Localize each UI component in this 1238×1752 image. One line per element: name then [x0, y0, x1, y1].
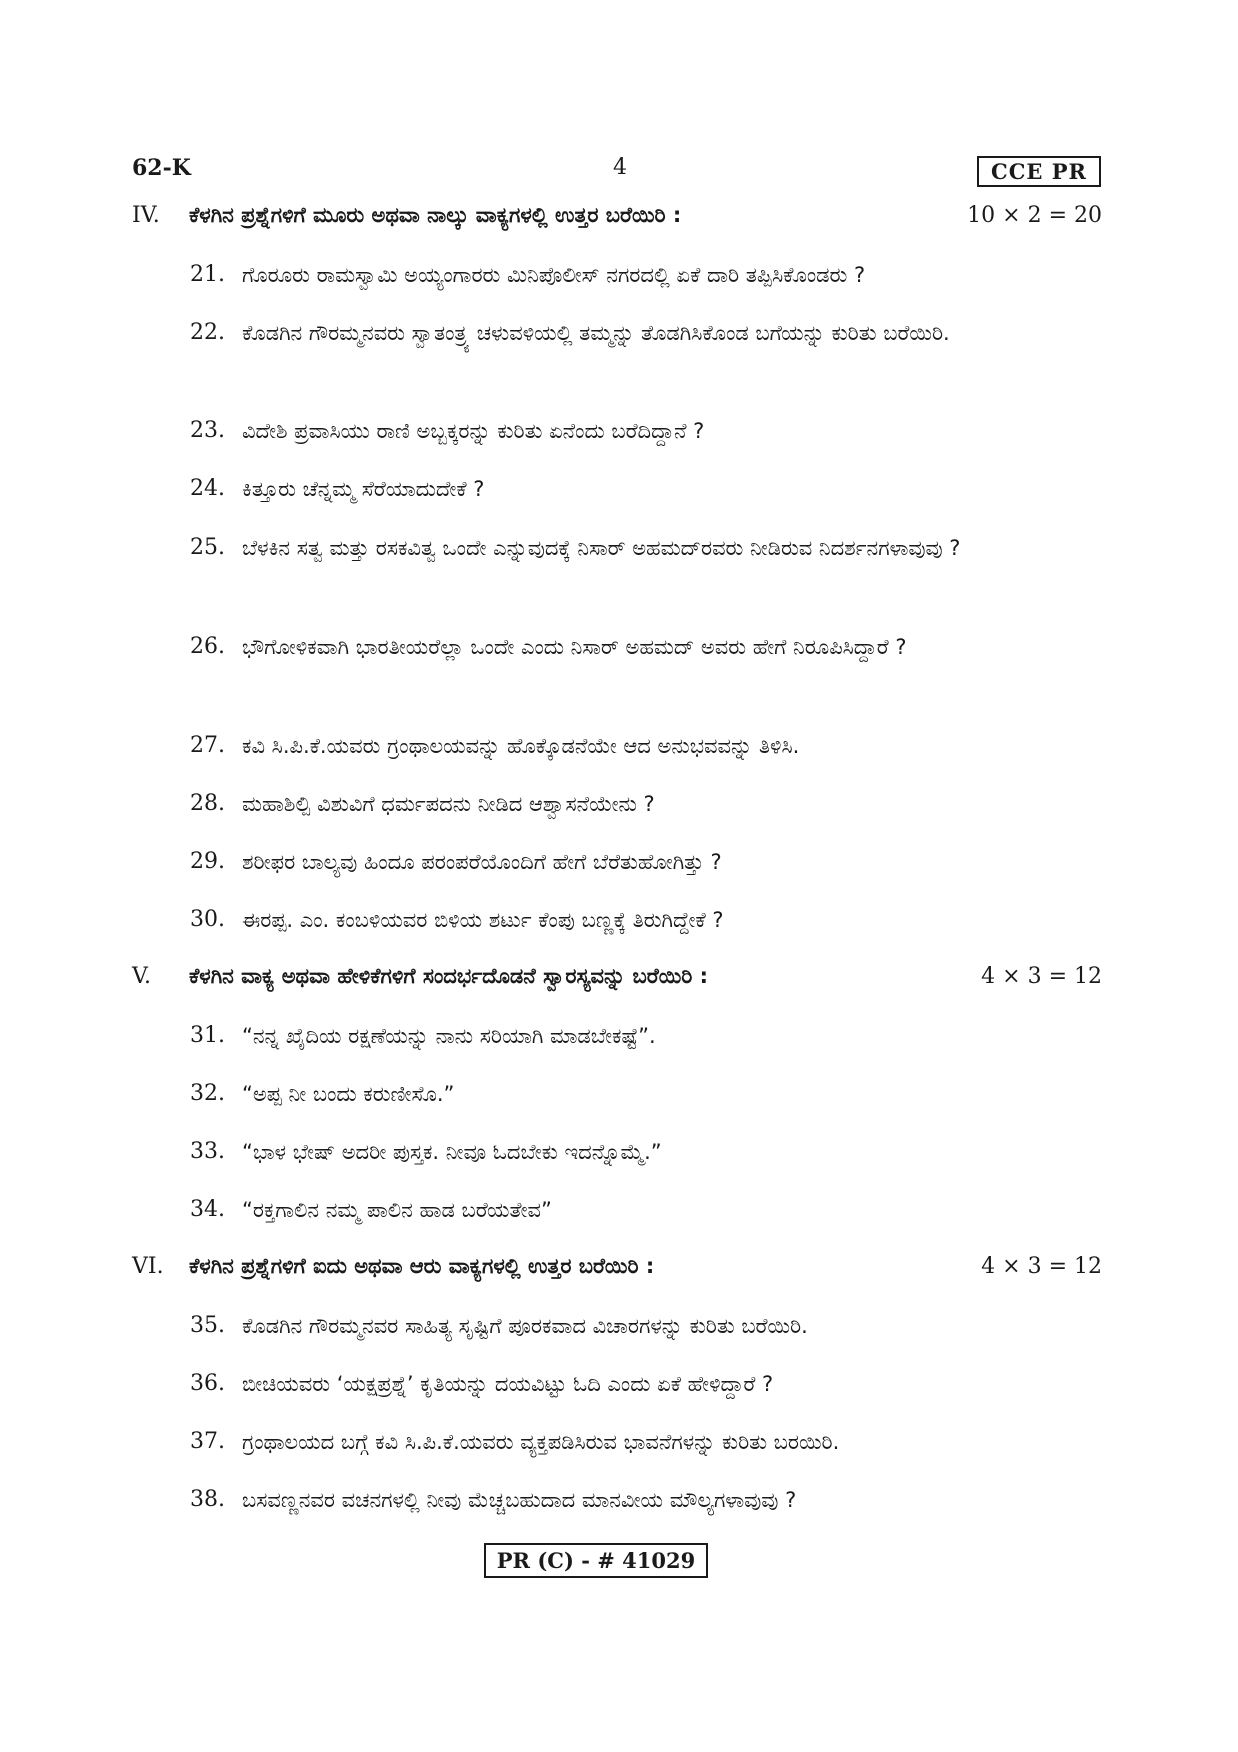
question-number: 28. — [190, 791, 225, 816]
question-number: 29. — [190, 849, 225, 874]
question-text: “ಅಪ್ಪ ನೀ ಬಂದು ಕರುಣೀಸೊ.” — [242, 1082, 455, 1106]
question-number: 22. — [190, 320, 225, 345]
section-heading-iv — [132, 203, 1102, 243]
board-label-box: CCE PR — [977, 156, 1101, 187]
question-number: 23. — [190, 418, 225, 443]
section-marks: 10 × 2 = 20 — [967, 203, 1102, 228]
question-number: 25. — [190, 535, 225, 560]
question-text: ಕೊಡಗಿನ ಗೌರಮ್ಮನವರ ಸಾಹಿತ್ಯ ಸೃಷ್ಟಿಗೆ ಪೂರಕವಾದ ವಿಚಾರಗಳನ್ನು ಕುರಿತು ಬರೆಯಿರಿ. — [242, 1314, 808, 1338]
question-number: 35. — [190, 1313, 225, 1338]
question-text: ಬೆಳಕಿನ ಸತ್ವ ಮತ್ತು ರಸಕವಿತ್ವ ಒಂದೇ ಎನ್ನುವುದಕ್ಕೆ ನಿಸಾರ್ ಅಹಮದ್‌ರವರು ನೀಡಿರುವ ನಿದರ್ಶನಗಳಾವುವು ? — [242, 536, 961, 560]
question-text: “ನನ್ನ ಖೈದಿಯ ರಕ್ಷಣೆಯನ್ನು ನಾನು ಸರಿಯಾಗಿ ಮಾಡಬೇಕಷ್ಟೆ”. — [242, 1024, 656, 1048]
section-number: IV. — [132, 203, 160, 228]
section-instruction: ಕೆಳಗಿನ ವಾಕ್ಯ ಅಥವಾ ಹೇಳಿಕೆಗಳಿಗೆ ಸಂದರ್ಭದೊಡನೆ ಸ್ವಾರಸ್ಯವನ್ನು ಬರೆಯಿರಿ : — [189, 964, 709, 988]
question-number: 24. — [190, 476, 225, 501]
question-text: ಗ್ರಂಥಾಲಯದ ಬಗ್ಗೆ ಕವಿ ಸಿ.ಪಿ.ಕೆ.ಯವರು ವ್ಯಕ್ತಪಡಿಸಿರುವ ಭಾವನೆಗಳನ್ನು ಕುರಿತು ಬರಯಿರಿ. — [242, 1430, 840, 1454]
section-heading-vi — [132, 1254, 1102, 1294]
question-text: ಮಹಾಶಿಲ್ಪಿ ವಿಶುವಿಗೆ ಧರ್ಮಪದನು ನೀಡಿದ ಆಶ್ವಾಸನೆಯೇನು ? — [242, 792, 655, 816]
section-instruction: ಕೆಳಗಿನ ಪ್ರಶ್ನೆಗಳಿಗೆ ಐದು ಅಥವಾ ಆರು ವಾಕ್ಯಗಳಲ್ಲಿ ಉತ್ತರ ಬರೆಯಿರಿ : — [189, 1254, 655, 1278]
question-number: 31. — [190, 1023, 225, 1048]
section-heading-v — [132, 964, 1102, 1004]
question-text: ಕವಿ ಸಿ.ಪಿ.ಕೆ.ಯವರು ಗ್ರಂಥಾಲಯವನ್ನು ಹೊಕ್ಕೊಡನೆಯೇ ಆದ ಅನುಭವವನ್ನು ತಿಳಿಸಿ. — [242, 734, 800, 758]
question-number: 33. — [190, 1139, 225, 1164]
question-number: 36. — [190, 1371, 225, 1396]
question-number: 27. — [190, 733, 225, 758]
page-number: 4 — [613, 155, 627, 180]
question-text: “ಭಾಳ ಭೇಷ್ ಅದರೀ ಪುಸ್ತಕ. ನೀವೂ ಓದಬೇಕು ಇದನ್ನೊಮ್ಮೆ.” — [242, 1140, 662, 1164]
question-text: ಈರಪ್ಪ. ಎಂ. ಕಂಬಳಿಯವರ ಬಿಳಿಯ ಶರ್ಟು ಕೆಂಪು ಬಣ್ಣಕ್ಕೆ ತಿರುಗಿದ್ದೇಕೆ ? — [242, 908, 724, 932]
section-marks: 4 × 3 = 12 — [981, 964, 1102, 989]
question-number: 26. — [190, 634, 225, 659]
question-text: ಗೊರೂರು ರಾಮಸ್ವಾಮಿ ಅಯ್ಯಂಗಾರರು ಮಿನಿಪೊಲೀಸ್ ನಗರದಲ್ಲಿ ಏಕೆ ದಾರಿ ತಪ್ಪಿಸಿಕೊಂಡರು ? — [242, 263, 866, 287]
footer-paper-code-box: PR (C) - # 41029 — [484, 1543, 708, 1578]
question-text: ಬೀಚಿಯವರು ‘ಯಕ್ಷಪ್ರಶ್ನೆ’ ಕೃತಿಯನ್ನು ದಯವಿಟ್ಟು ಓದಿ ಎಂದು ಏಕೆ ಹೇಳಿದ್ದಾರೆ ? — [242, 1372, 774, 1396]
question-text: ಭೌಗೋಳಿಕವಾಗಿ ಭಾರತೀಯರೆಲ್ಲಾ ಒಂದೇ ಎಂದು ನಿಸಾರ್ ಅಹಮದ್ ಅವರು ಹೇಗೆ ನಿರೂಪಿಸಿದ್ದಾರೆ ? — [242, 635, 907, 659]
question-text: ಕಿತ್ತೂರು ಚೆನ್ನಮ್ಮ ಸೆರೆಯಾದುದೇಕೆ ? — [242, 477, 485, 501]
question-text: ಶರೀಫರ ಬಾಲ್ಯವು ಹಿಂದೂ ಪರಂಪರೆಯೊಂದಿಗೆ ಹೇಗೆ ಬೆರೆತುಹೋಗಿತ್ತು ? — [242, 850, 722, 874]
section-number: V. — [132, 964, 152, 989]
question-number: 37. — [190, 1429, 225, 1454]
question-number: 30. — [190, 907, 225, 932]
question-text: ವಿದೇಶಿ ಪ್ರವಾಸಿಯು ರಾಣಿ ಅಬ್ಬಕ್ಕರನ್ನು ಕುರಿತು ಏನೆಂದು ಬರೆದಿದ್ದಾನೆ ? — [242, 419, 705, 443]
section-instruction: ಕೆಳಗಿನ ಪ್ರಶ್ನೆಗಳಿಗೆ ಮೂರು ಅಥವಾ ನಾಲ್ಕು ವಾಕ್ಯಗಳಲ್ಲಿ ಉತ್ತರ ಬರೆಯಿರಿ : — [189, 203, 682, 227]
question-text: “ರಕ್ತಗಾಲಿನ ನಮ್ಮ ಪಾಲಿನ ಹಾಡ ಬರೆಯತೇವ” — [242, 1198, 552, 1222]
section-marks: 4 × 3 = 12 — [981, 1254, 1102, 1279]
question-number: 38. — [190, 1487, 225, 1512]
question-text: ಬಸವಣ್ಣನವರ ವಚನಗಳಲ್ಲಿ ನೀವು ಮೆಚ್ಚಬಹುದಾದ ಮಾನವೀಯ ಮೌಲ್ಯಗಳಾವುವು ? — [242, 1488, 797, 1512]
question-text: ಕೊಡಗಿನ ಗೌರಮ್ಮನವರು ಸ್ವಾತಂತ್ರ್ಯ ಚಳುವಳಿಯಲ್ಲಿ ತಮ್ಮನ್ನು ತೊಡಗಿಸಿಕೊಂಡ ಬಗೆಯನ್ನು ಕುರಿತು ಬರೆಯಿರಿ. — [242, 321, 950, 345]
section-number: VI. — [132, 1254, 164, 1279]
question-number: 34. — [190, 1197, 225, 1222]
question-number: 21. — [190, 262, 225, 287]
paper-code: 62-K — [132, 155, 191, 181]
question-number: 32. — [190, 1081, 225, 1106]
